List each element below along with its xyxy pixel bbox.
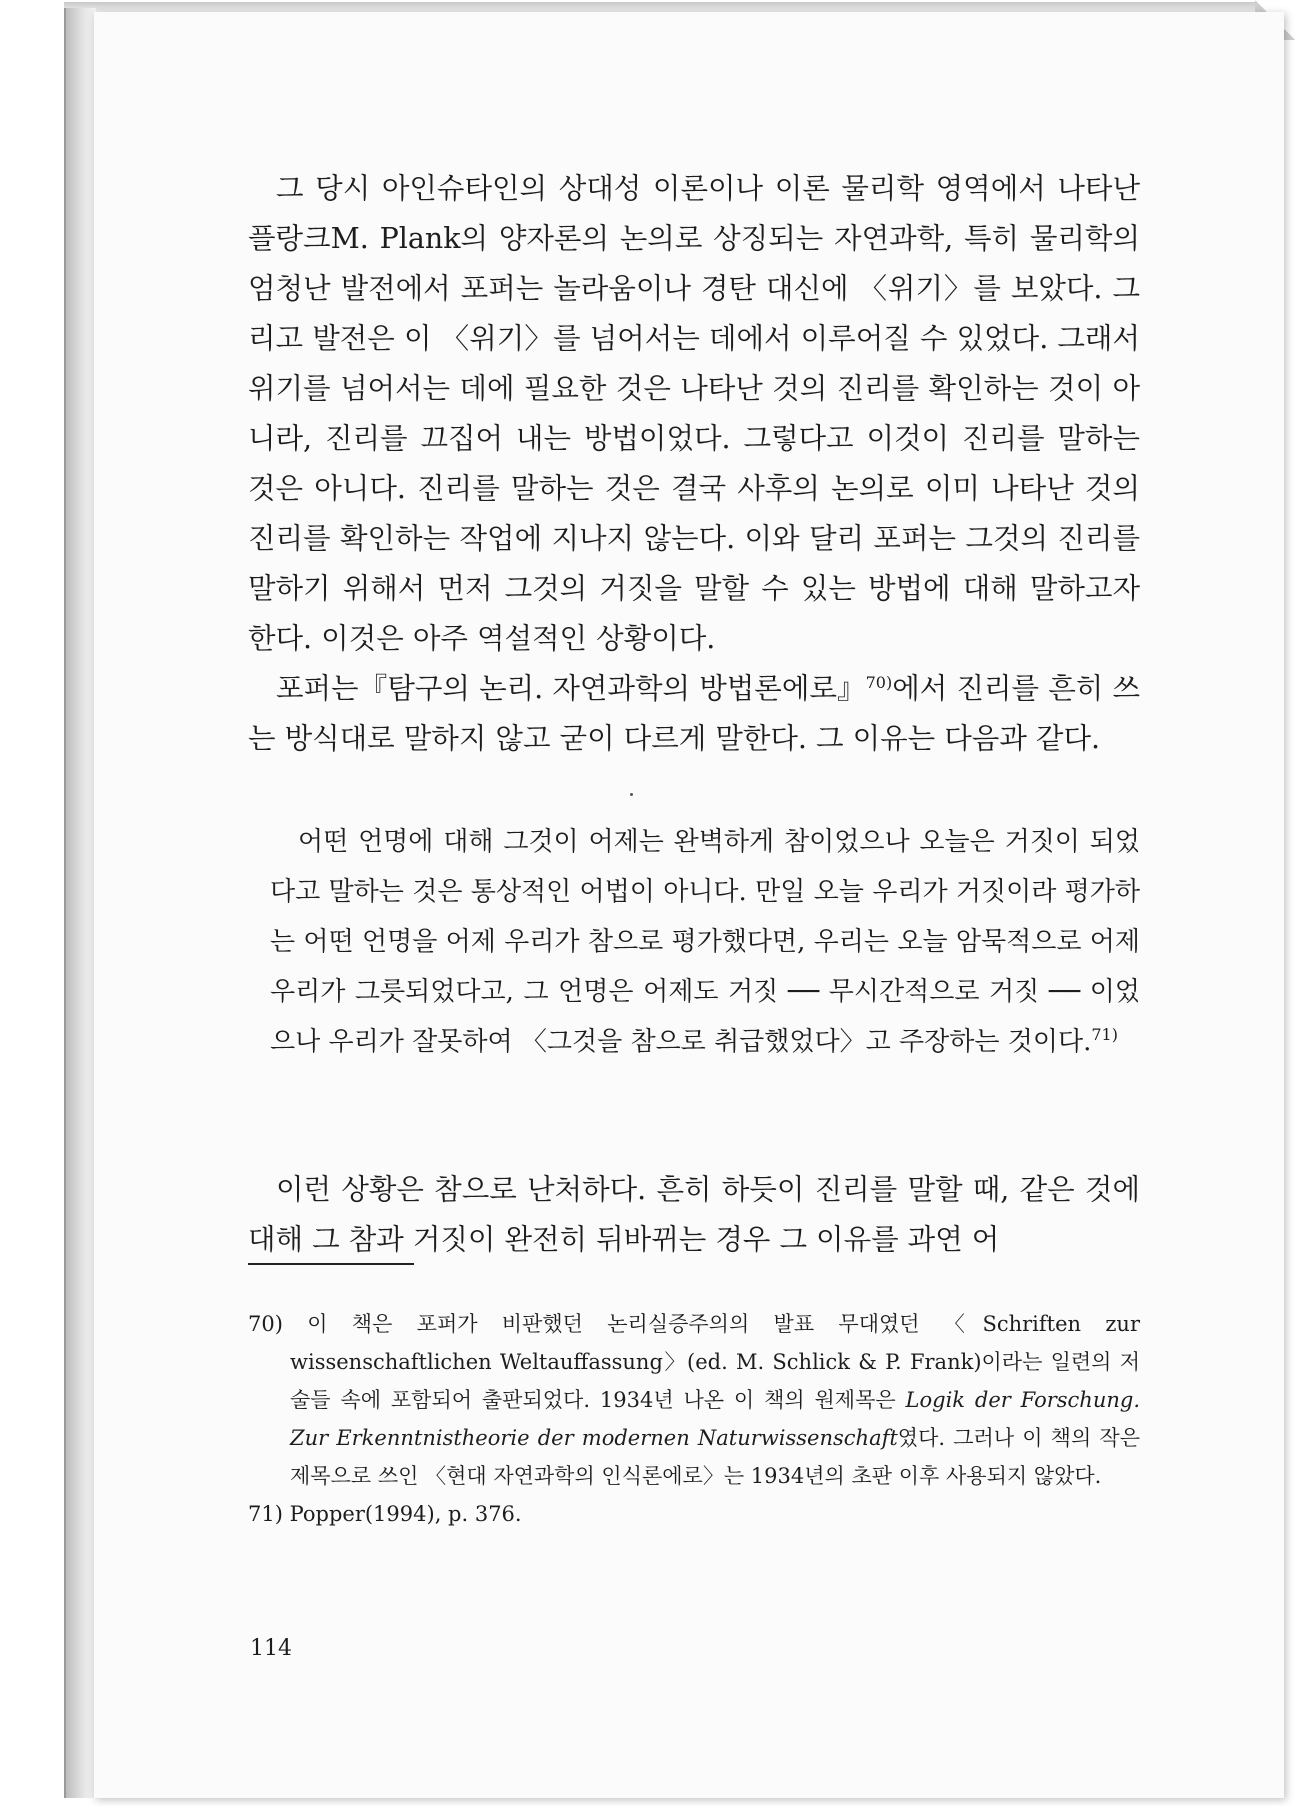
- footnote-70-text-b: 였다. 그러나 이 책의 작은 제목으로 쓰인 〈현대 자연과학의 인식론에로〉는 1934년의 초판 이후 사용되지 않았다.: [290, 1426, 1140, 1488]
- paragraph-2-text-a: 포퍼는『탐구의 논리. 자연과학의 방법론에로』: [276, 672, 866, 705]
- book-edge-left: [64, 8, 96, 1798]
- paragraph-2: [248, 664, 1140, 764]
- paragraph-3: 이런 상황은 참으로 난처하다. 흔히 하듯이 진리를 말할 때, 같은 것에 대해 그 참과 거짓이 완전히 뒤바뀌는 경우 그 이유를 과연 어: [248, 1173, 1140, 1256]
- footnote-70-text-a: 70) 이 책은 포퍼가 비판했던 논리실증주의의 발표 무대였던 〈Schriften zur wissenschaftlichen Weltauffassung〉(ed. M. Schlick & P. Frank)이라는 일련의 저술들 속에 포함되어 출판되었다. 1934년 나온 이 책의 원제목은: [248, 1312, 1140, 1412]
- body-paragraphs-top: [248, 164, 1140, 764]
- footnotes: [248, 1305, 1140, 1533]
- footnote-71: 71) Popper(1994), p. 376.: [248, 1502, 522, 1526]
- footnote-70: [248, 1305, 1140, 1495]
- footnote-ref-70[interactable]: 70): [865, 673, 893, 692]
- footnote-separator: [248, 1263, 414, 1265]
- block-quote: [270, 817, 1140, 1067]
- body-paragraph-bottom: [248, 1165, 1140, 1265]
- quote-text: [270, 817, 1140, 1067]
- book-edge-top: [64, 2, 1294, 12]
- footnote-70-book-title: Logik der Forschung. Zur Erkenntnistheorie der modernen Naturwissenschaft: [290, 1388, 1140, 1450]
- footnote-ref-71[interactable]: 71): [1091, 1025, 1118, 1044]
- page-number: 114: [250, 1636, 292, 1661]
- paragraph-2-text-b: 에서 진리를 흔히 쓰는 방식대로 말하지 않고 굳이 다르게 말한다. 그 이유는 다음과 같다.: [248, 672, 1140, 755]
- quote-body: 어떤 언명에 대해 그것이 어제는 완벽하게 참이었으나 오늘은 거짓이 되었다고 말하는 것은 통상적인 어법이 아니다. 만일 오늘 우리가 거짓이라 평가하는 어떤 언명을 어제 우리가 참으로 평가했다면, 우리는 오늘 암묵적으로 어제 우리가 그릇되었다고, 그 언명은 어제도 거짓 ── 무시간적으로 거짓 ── 이었으나 우리가 잘못하여 〈그것을 참으로 취급했었다〉고 주장하는 것이다.: [270, 827, 1140, 1057]
- paragraph-1: 그 당시 아인슈타인의 상대성 이론이나 이론 물리학 영역에서 나타난 플랑크M. Plank의 양자론의 논의로 상징되는 자연과학, 특히 물리학의 엄청난 발전에서 포퍼는 놀라움이나 경탄 대신에 〈위기〉를 보았다. 그리고 발전은 이 〈위기〉를 넘어서는 데에서 이루어질 수 있었다. 그래서 위기를 넘어서는 데에 필요한 것은 나타난 것의 진리를 확인하는 것이 아니라, 진리를 끄집어 내는 방법이었다. 그렇다고 이것이 진리를 말하는 것은 아니다. 진리를 말하는 것은 결국 사후의 논의로 이미 나타난 것의 진리를 확인하는 작업에 지나지 않는다. 이와 달리 포퍼는 그것의 진리를 말하기 위해서 먼저 그것의 거짓을 말할 수 있는 방법에 대해 말하고자 한다. 이것은 아주 역설적인 상황이다.: [248, 172, 1140, 655]
- stray-dot: [630, 793, 633, 796]
